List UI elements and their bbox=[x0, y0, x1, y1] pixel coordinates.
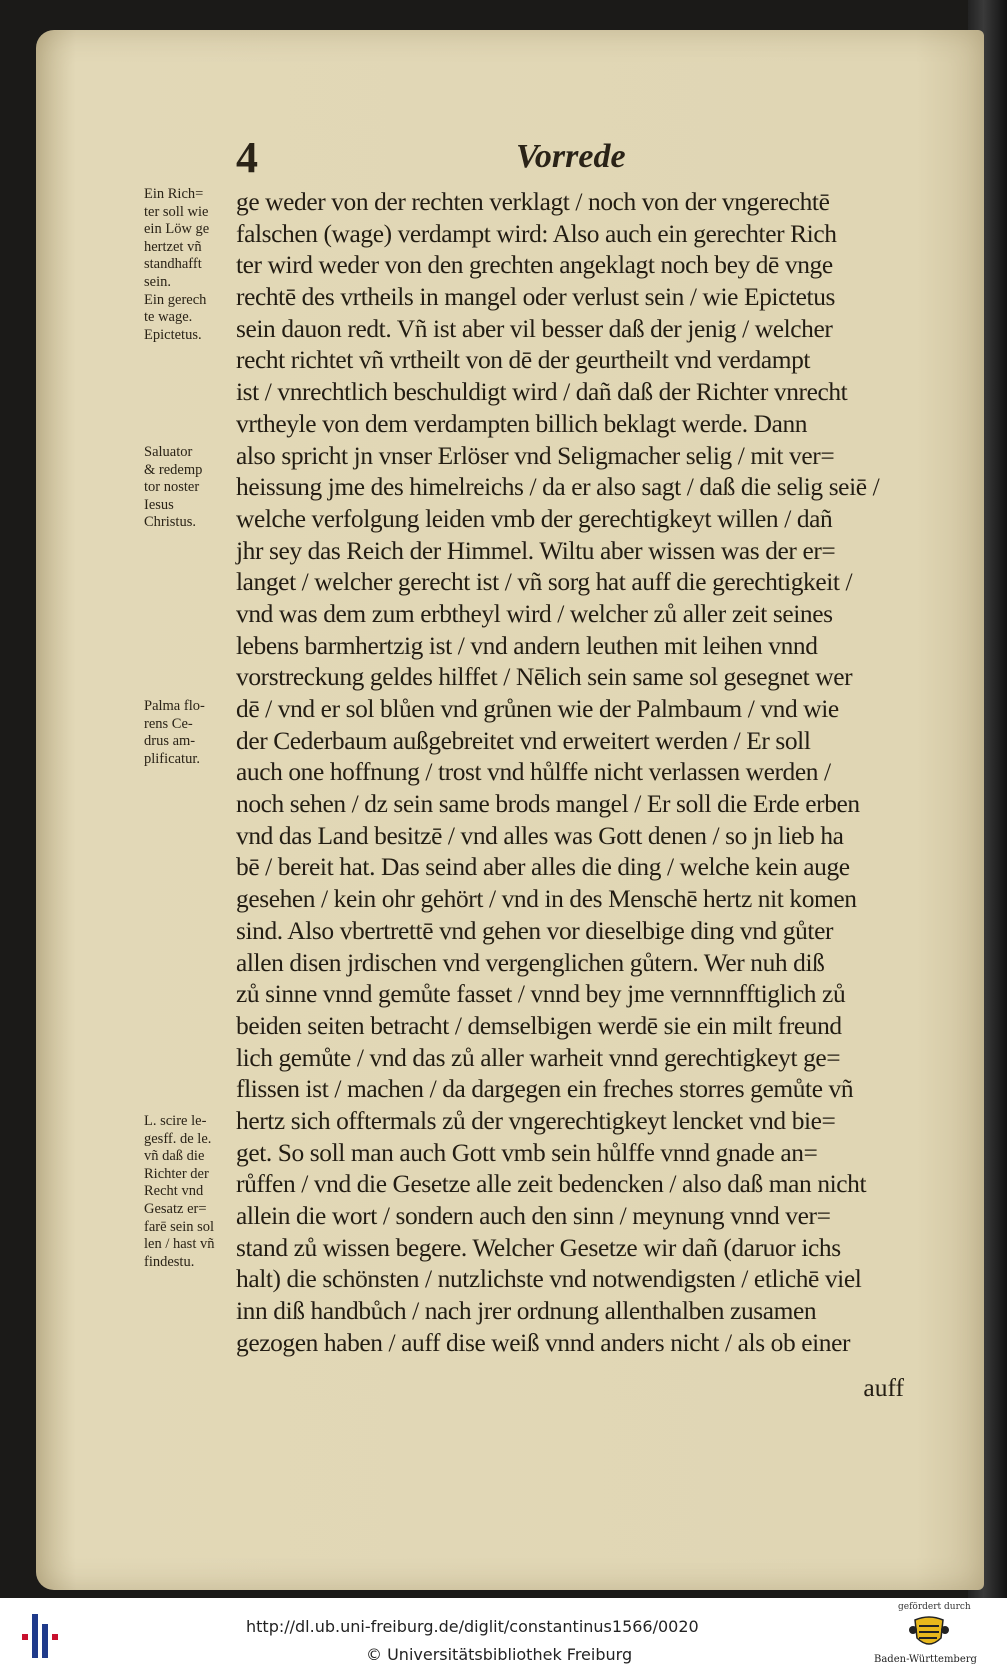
text-line: dē / vnd er sol blůen vnd grůnen wie der Palmbaum / vnd wie bbox=[236, 694, 839, 723]
marginal-note-line: te wage. bbox=[144, 309, 193, 326]
text-line: noch sehen / dz sein same brods mangel / Er soll die Erde erben bbox=[236, 789, 860, 819]
funder-name: Baden-Württemberg bbox=[874, 1654, 977, 1665]
text-line: sein dauon redt. Vñ ist aber vil besser daß der jenig / welcher bbox=[236, 313, 833, 343]
marginal-note-line: Epictetus. bbox=[144, 326, 202, 343]
ub-freiburg-logo-icon bbox=[20, 1610, 64, 1662]
baden-wuerttemberg-coat-of-arms-icon bbox=[907, 1614, 951, 1650]
copyright-notice: © Universitätsbibliothek Freiburg bbox=[366, 1645, 633, 1664]
marginal-note-line: Christus. bbox=[144, 514, 196, 531]
marginal-note bbox=[144, 444, 236, 532]
marginal-note-line: rens Ce- bbox=[144, 715, 193, 732]
text-line: stand zů wissen begere. Welcher Gesetze wir dañ (daruor ichs bbox=[236, 1232, 841, 1262]
text-line: falschen (wage) verdampt wird: Also auch ein gerechter Rich bbox=[236, 218, 837, 248]
catchword: auff bbox=[863, 1373, 904, 1402]
marginal-note-line: Recht vnd bbox=[144, 1183, 204, 1200]
text-line: lebens barmhertzig ist / vnd andern leuthen mit leihen vnnd bbox=[236, 630, 818, 660]
text-line: flissen ist / machen / da dargegen ein freches storres gemůte vñ bbox=[236, 1074, 854, 1104]
text-line: sind. Also vbertrettē vnd gehen vor dieselbige ding vnd gůter bbox=[236, 915, 834, 945]
running-head: Vorrede bbox=[516, 138, 626, 175]
text-line: auch one hoffnung / trost vnd hůlffe nicht verlassen werden / bbox=[236, 757, 831, 787]
marginal-note-line: ter soll wie bbox=[144, 203, 209, 220]
main-text-block bbox=[236, 186, 914, 1358]
text-line: recht richtet vñ vrtheilt von dē der geurtheilt vnd verdampt bbox=[236, 345, 811, 375]
text-line: allein die wort / sondern auch den sinn / meynung vnnd ver= bbox=[236, 1201, 831, 1230]
text-line: ist / vnrechtlich beschuldigt wird / dañ daß der Richter vnrecht bbox=[236, 377, 848, 407]
marginal-note-line: Palma flo- bbox=[144, 698, 205, 714]
text-line: gezogen haben / auff dise weiß vnnd anders nicht / als ob einer bbox=[236, 1327, 851, 1357]
text-line: beiden seiten betracht / demselbigen werdē sie ein milt freund bbox=[236, 1010, 842, 1040]
text-line: gesehen / kein ohr gehört / vnd in des Menschē hertz nit komen bbox=[236, 884, 857, 914]
text-line: get. So soll man auch Gott vmb sein hůlffe vnnd gnade an= bbox=[236, 1137, 818, 1167]
marginal-note-line: hertzet vñ bbox=[144, 238, 202, 255]
marginal-note bbox=[144, 186, 236, 344]
permalink-url[interactable]: http://dl.ub.uni-freiburg.de/diglit/constantinus1566/0020 bbox=[246, 1617, 699, 1636]
text-line: also spricht jn vnser Erlöser vnd Seligmacher selig / mit ver= bbox=[236, 440, 835, 470]
text-line: allen disen jrdischen vnd vergenglichen gůtern. Wer nuh diß bbox=[236, 947, 825, 977]
text-line: inn diß handbůch / nach jrer ordnung allenthalben zusamen bbox=[236, 1296, 817, 1326]
marginal-note-line: standhafft bbox=[144, 256, 202, 273]
text-line: lich gemůte / vnd das zů aller warheit vnnd gerechtigkeyt ge= bbox=[236, 1042, 841, 1072]
marginal-note-line: findestu. bbox=[144, 1253, 195, 1270]
marginal-note bbox=[144, 1113, 236, 1271]
marginal-note-line: vñ daß die bbox=[144, 1148, 205, 1165]
text-line: vnd das Land besitzē / vnd alles was Gott denen / so jn lieb ha bbox=[236, 820, 844, 850]
text-line: ge weder von der rechten verklagt / noch von der vngerechtē bbox=[236, 187, 830, 216]
text-line: ter wird weder von den grechten angeklagt noch bey dē vnge bbox=[236, 250, 833, 280]
marginal-note-line: tor noster bbox=[144, 479, 200, 496]
marginal-note-line: len / hast vñ bbox=[144, 1236, 215, 1253]
text-line: langet / welcher gerecht ist / vñ sorg hat auff die gerechtigkeit / bbox=[236, 567, 853, 597]
text-line: hertz sich offtermals zů der vngerechtigkeyt lencket vnd bie= bbox=[236, 1105, 836, 1135]
marginal-note-line: Ein Rich= bbox=[144, 186, 204, 202]
marginal-note-line: Gesatz er= bbox=[144, 1200, 207, 1217]
text-line: vnd was dem zum erbtheyl wird / welcher zů aller zeit seines bbox=[236, 598, 833, 628]
marginal-note-line: plificatur. bbox=[144, 750, 200, 767]
marginal-note-line: Richter der bbox=[144, 1165, 209, 1182]
text-line: heissung jme des himelreichs / da er also sagt / daß die selig seiē / bbox=[236, 472, 880, 502]
text-line: růffen / vnd die Gesetze alle zeit bedencken / also daß man nicht bbox=[236, 1169, 867, 1199]
marginal-note-line: sein. bbox=[144, 273, 171, 290]
page-number: 4 bbox=[236, 133, 258, 182]
text-line: jhr sey das Reich der Himmel. Wiltu aber wissen was der er= bbox=[236, 535, 836, 565]
text-line: welche verfolgung leiden vmb der gerechtigkeyt willen / dañ bbox=[236, 503, 833, 533]
text-line: zů sinne vnnd gemůte fasset / vnnd bey jme vernnnfftiglich zů bbox=[236, 979, 846, 1009]
marginal-note-line: gesff. de le. bbox=[144, 1130, 212, 1147]
text-line: vorstreckung geldes hilffet / Nēlich sein same sol gesegnet wer bbox=[236, 662, 853, 692]
text-line: der Cederbaum außgebreitet vnd erweitert werden / Er soll bbox=[236, 725, 811, 755]
marginal-note-line: drus am- bbox=[144, 733, 196, 750]
text-line: rechtē des vrtheils in mangel oder verlust sein / wie Epictetus bbox=[236, 282, 836, 312]
marginal-note-line: Iesus bbox=[144, 496, 174, 513]
marginal-note-line: ein Löw ge bbox=[144, 221, 210, 238]
text-line: vrtheyle von dem verdampten billich beklagt werde. Dann bbox=[236, 408, 808, 438]
marginal-note-line: farē sein sol bbox=[144, 1218, 215, 1235]
marginal-note-line: Ein gerech bbox=[144, 291, 207, 308]
text-line: bē / bereit hat. Das seind aber alles die ding / welche kein auge bbox=[236, 852, 850, 882]
marginal-note-line: L. scire le- bbox=[144, 1113, 207, 1129]
marginal-note-line: & redemp bbox=[144, 461, 203, 478]
marginal-note-line: Saluator bbox=[144, 444, 193, 460]
text-line: halt) die schönsten / nutzlichste vnd notwendigsten / etlichē viel bbox=[236, 1264, 862, 1294]
funder-caption: gefördert durch bbox=[898, 1602, 971, 1612]
marginal-note bbox=[144, 698, 236, 768]
